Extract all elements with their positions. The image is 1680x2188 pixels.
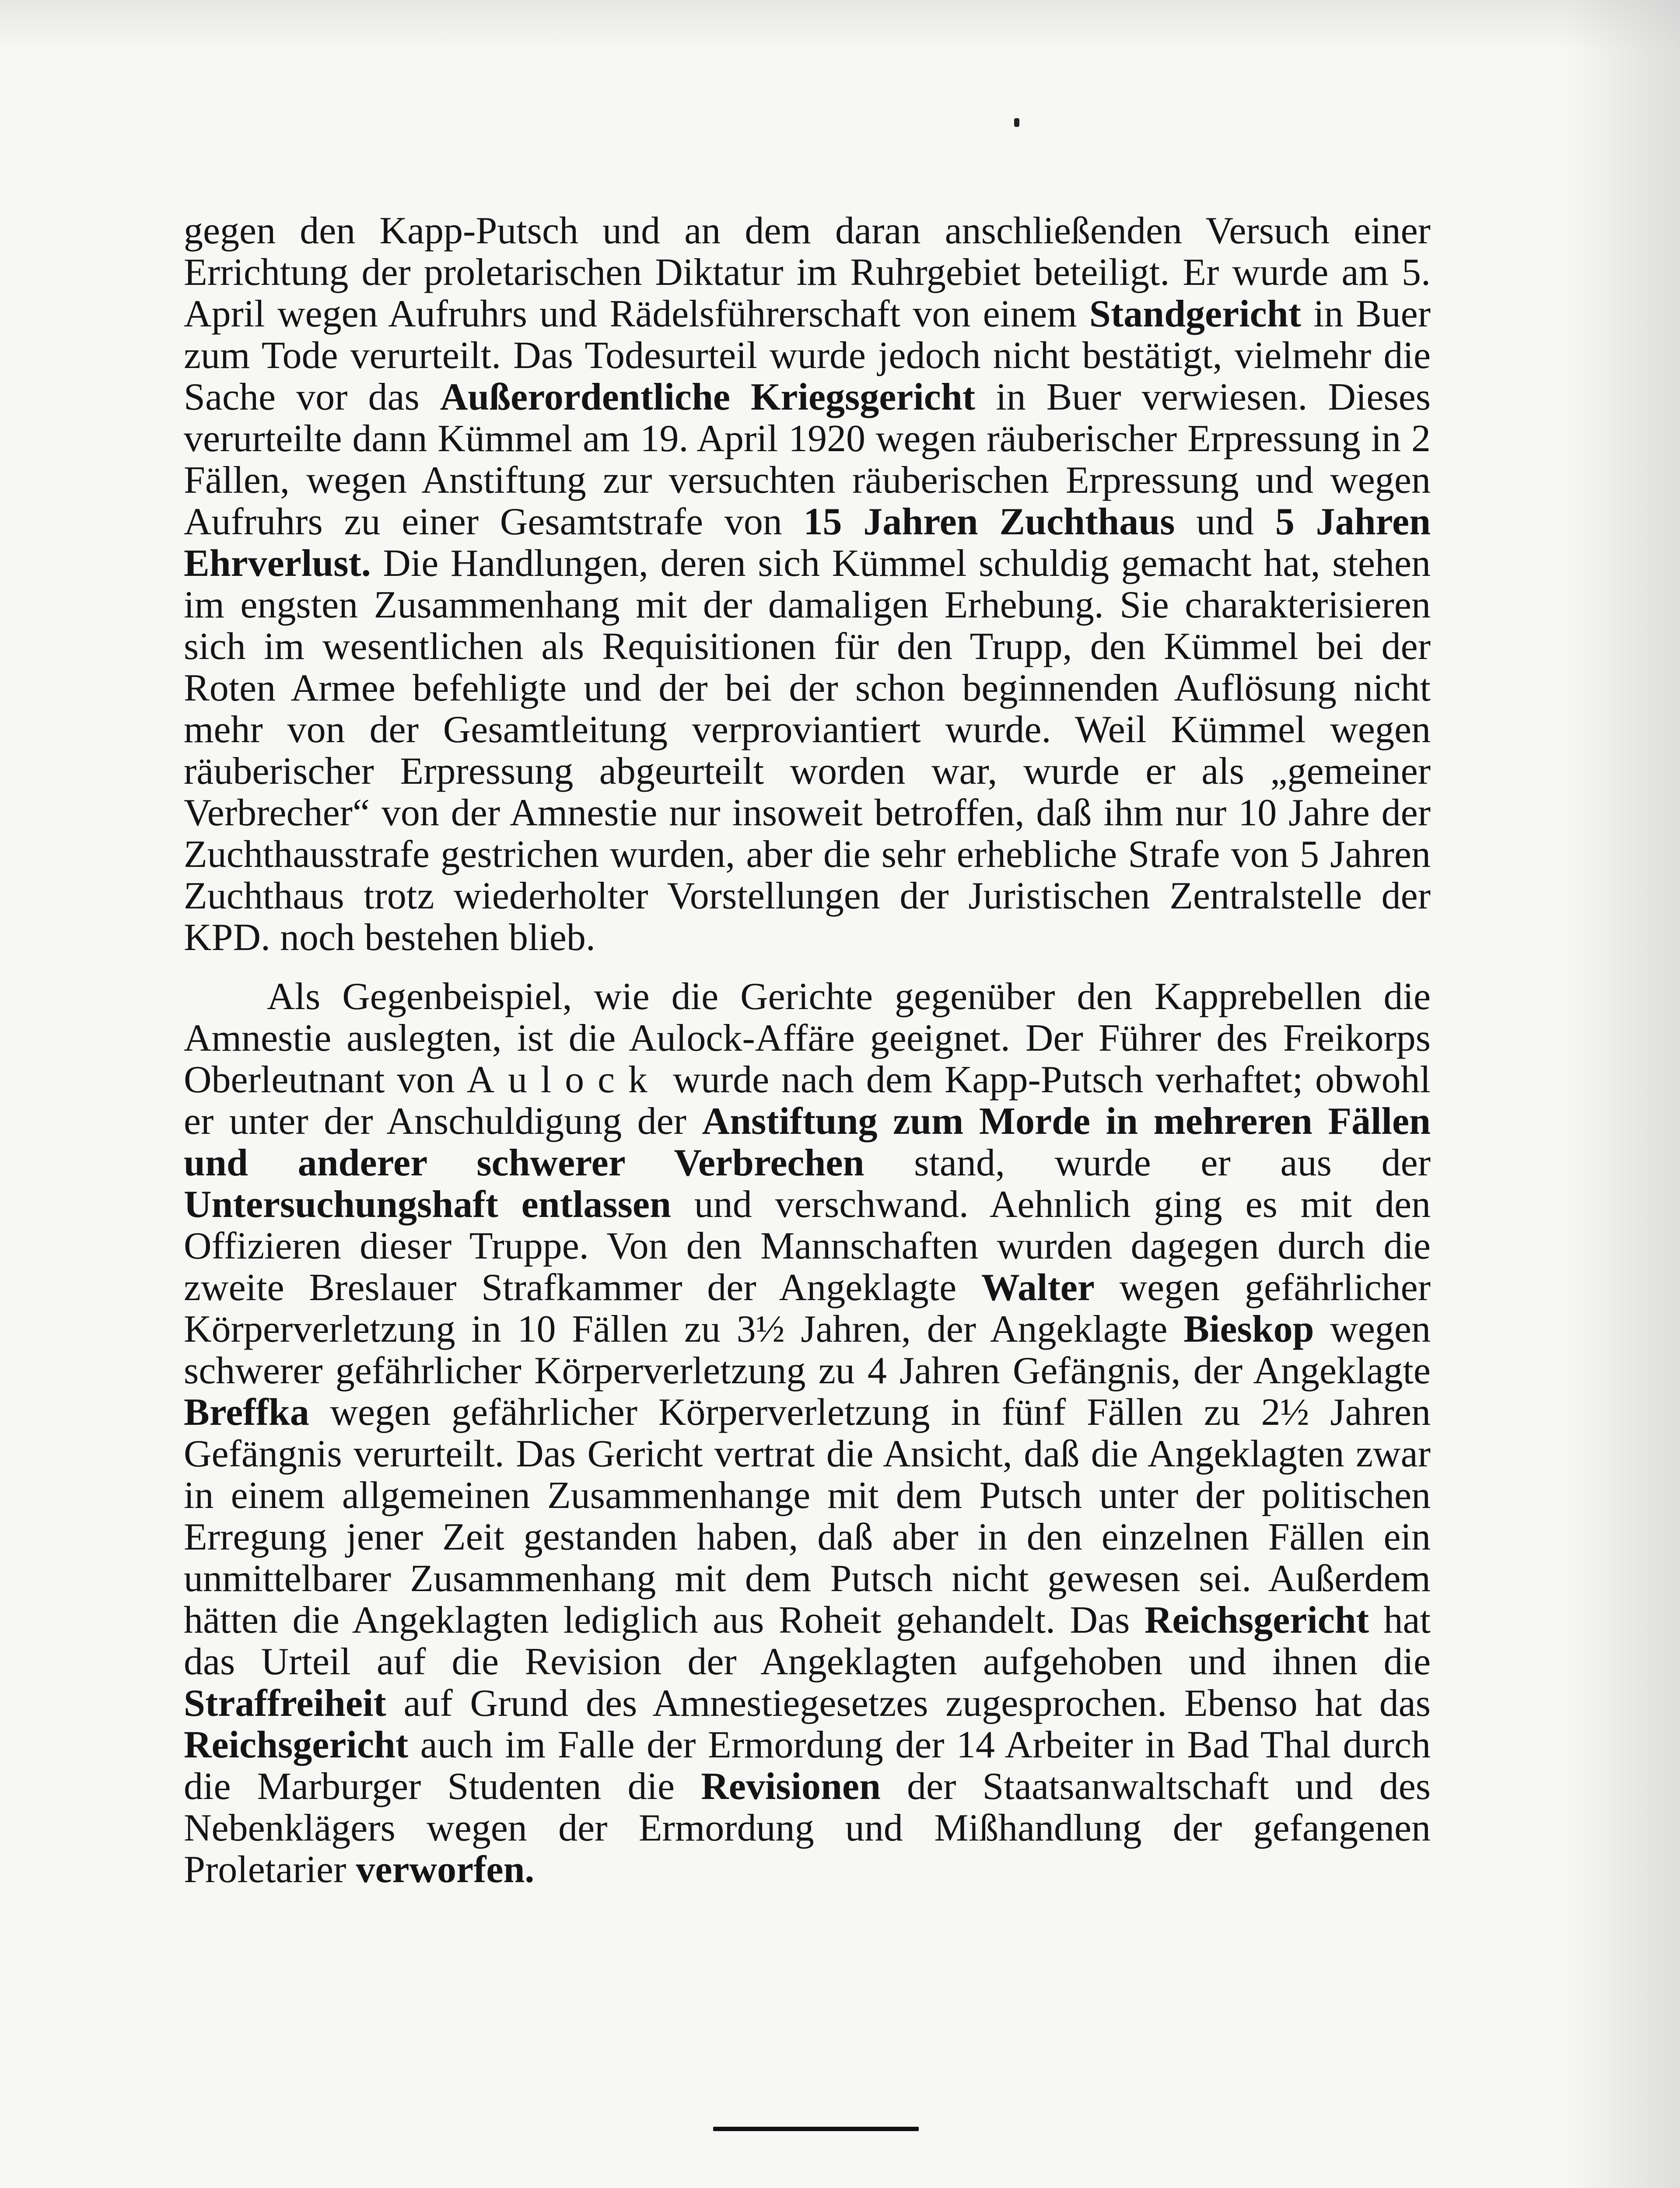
text-run: und verschwand. Aehnlich ging es mit den Offizieren dieser Truppe. Von den Mannschaften wurden dagegen durch die zweite Breslauer Strafkammer der Angeklagte <box>184 1183 1431 1309</box>
text-run: auch im Falle der Ermordung der 14 Arbeiter in Bad Thal durch die Marburger Studenten die <box>184 1724 1431 1808</box>
bold-run: Breffka <box>184 1391 309 1434</box>
body-text <box>184 210 1431 1890</box>
text-run: in Buer zum Tode verurteilt. Das Todesurteil wurde jedoch nicht bestätigt, vielmehr die Sache vor das <box>184 293 1431 418</box>
bold-run: verworfen. <box>356 1848 535 1891</box>
page-edge-shading-top <box>0 0 1680 53</box>
text-run: und <box>1175 501 1275 543</box>
text-run: wegen gefährlicher Körperverletzung in 10 Fällen zu 3½ Jahren, der Angeklagte <box>184 1266 1431 1350</box>
paragraph-2 <box>184 976 1431 1890</box>
paragraph-1 <box>184 210 1431 958</box>
text-run: wurde nach dem Kapp-Putsch verhaftet; obwohl er unter der Anschuldigung der <box>184 1059 1431 1143</box>
text-run: hat das Urteil auf die Revision der Angeklagten aufgehoben und ihnen die <box>184 1599 1431 1683</box>
text-run: gegen den Kapp-Putsch und an dem daran anschließenden Versuch einer Errichtung der proletarischen Diktatur im Ruhrgebiet beteiligt. Er wurde am 5. April wegen Aufruhrs und Rädelsführerschaft von einem <box>184 210 1431 335</box>
page-edge-shading-right <box>1566 0 1680 2188</box>
bold-run: 5 Jahren Ehrverlust. <box>184 501 1431 585</box>
bold-run: Walter <box>981 1266 1095 1309</box>
bold-run: Bieskop <box>1183 1308 1314 1350</box>
section-end-rule <box>713 2127 919 2131</box>
text-run: in Buer verwiesen. Dieses verurteilte dann Kümmel am 19. April 1920 wegen räuberischer Erpressung in 2 Fällen, wegen Anstiftung zur versuchten räuberischen Erpressung und wegen Aufruhrs zu einer Gesamtstrafe von <box>184 376 1431 543</box>
bold-run: Standgericht <box>1089 293 1301 335</box>
bold-run: Straffreiheit <box>184 1682 386 1725</box>
bold-run: Außerordentliche Kriegsgericht <box>440 376 976 418</box>
print-speck <box>1014 118 1019 127</box>
text-run: wegen schwerer gefährlicher Körperverletzung zu 4 Jahren Gefängnis, der Angeklagte <box>184 1308 1431 1392</box>
bold-run: Reichsgericht <box>1144 1599 1369 1641</box>
text-run: stand, wurde er aus der <box>864 1142 1431 1184</box>
bold-run: Anstiftung zum Morde in mehreren Fällen und anderer schwerer Verbrechen <box>184 1100 1431 1184</box>
bold-run: Reichsgericht <box>184 1724 409 1766</box>
text-run: Die Handlungen, deren sich Kümmel schuldig gemacht hat, stehen im engsten Zusammenhang mit der damaligen Erhebung. Sie charakterisieren sich im wesentlichen als Requisitionen für den Trupp, den Kümmel bei der Roten Armee befehligte und der bei der schon beginnenden Auflösung nicht mehr von der Gesamtleitung verproviantiert wurde. Weil Kümmel wegen räuberischer Erpressung abgeurteilt worden war, wurde er als „gemeiner Verbrecher“ von der Amnestie nur insoweit betroffen, daß ihm nur 10 Jahre der Zuchthausstrafe gestrichen wurden, aber die sehr erhebliche Strafe von 5 Jahren Zuchthaus trotz wiederholter Vorstellungen der Juristischen Zentralstelle der KPD. noch bestehen blieb. <box>184 542 1431 959</box>
text-run: auf Grund des Amnestiegesetzes zugesprochen. Ebenso hat das <box>386 1682 1431 1725</box>
bold-run: Revisionen <box>701 1765 881 1808</box>
spaced-name: Aulock <box>466 1059 661 1101</box>
text-run: Als Gegenbeispiel, wie die Gerichte gegenüber den Kapprebellen die Amnestie auslegten, ist die Aulock-Affäre geeignet. Der Führer des Freikorps Oberleutnant von <box>184 975 1431 1101</box>
text-run: der Staatsanwaltschaft und des Nebenklägers wegen der Ermordung und Mißhandlung der gefangenen Proletarier <box>184 1765 1431 1891</box>
bold-run: 15 Jahren Zuchthaus <box>803 501 1175 543</box>
bold-run: Untersuchungshaft entlassen <box>184 1183 671 1226</box>
text-run: wegen gefährlicher Körperverletzung in fünf Fällen zu 2½ Jahren Gefängnis verurteilt. Das Gericht vertrat die Ansicht, daß die Angeklagten zwar in einem allgemeinen Zusammenhange mit dem Putsch unter der politischen Erregung jener Zeit gestanden haben, daß aber in den einzelnen Fällen ein unmittelbarer Zusammenhang mit dem Putsch nicht gewesen sei. Außerdem hätten die Angeklagten lediglich aus Roheit gehandelt. Das <box>184 1391 1431 1641</box>
